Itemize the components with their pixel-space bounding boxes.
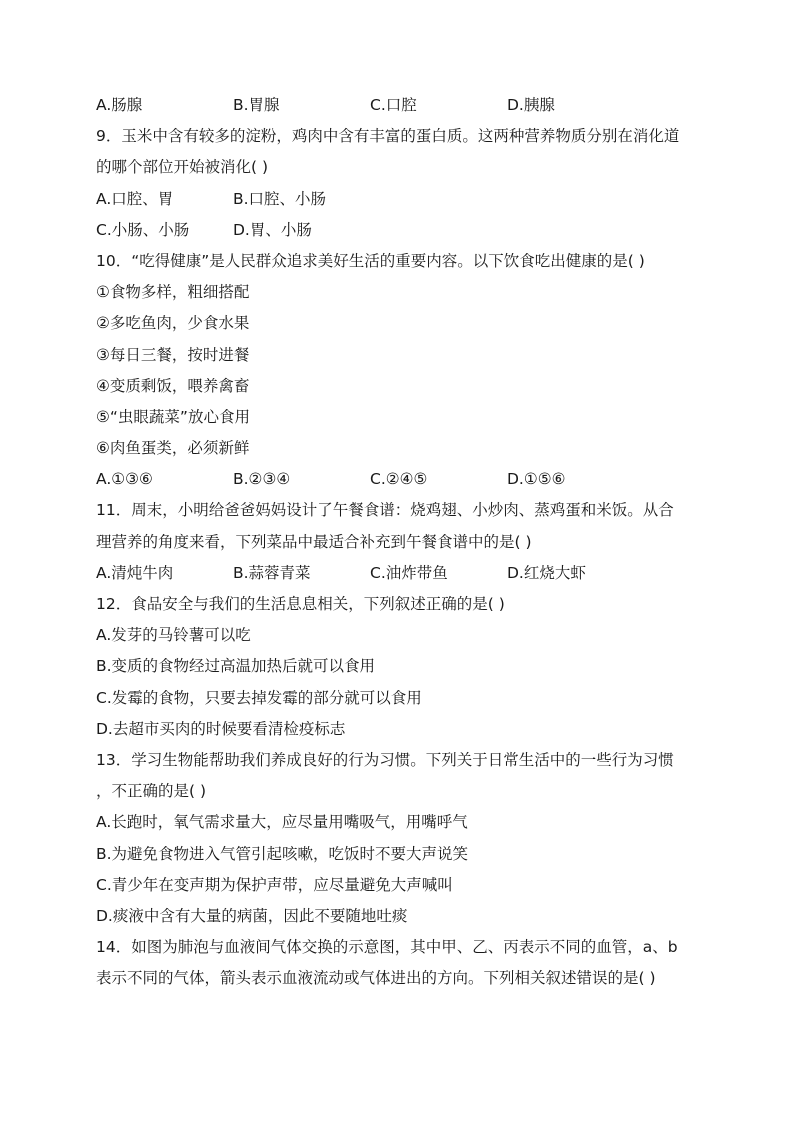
- q12-option-b: B.变质的食物经过高温加热后就可以食用: [96, 657, 376, 676]
- q13-option-d: D.痰液中含有大量的病菌，因此不要随地吐痰: [96, 906, 408, 925]
- q11-stem-line2: 理营养的角度来看，下列菜品中最适合补充到午餐食谱中的是( ): [96, 532, 532, 551]
- q8-options: [96, 90, 706, 121]
- q10-option-d: D.①⑤⑥: [507, 470, 566, 489]
- q10-item-6: ⑥肉鱼蛋类，必须新鲜: [96, 439, 250, 458]
- q12-option-a: A.发芽的马铃薯可以吃: [96, 626, 251, 645]
- q9-option-a: A.口腔、胃: [96, 189, 174, 208]
- q10-item-2: ②多吃鱼肉，少食水果: [96, 314, 250, 333]
- q11-options: [96, 558, 706, 589]
- q10-option-c: C.②④⑤: [370, 470, 428, 489]
- q11-option-b: B.蒜蓉青菜: [233, 563, 311, 582]
- q8-option-d: D.胰腺: [507, 96, 555, 114]
- q10-item-4: ④变质剩饭，喂养禽畜: [96, 376, 250, 395]
- q9-stem-line2: 的哪个部位开始被消化( ): [96, 158, 269, 177]
- q10-item-3: ③每日三餐，按时进餐: [96, 345, 250, 364]
- q12-option-c: C.发霉的食物，只要去掉发霉的部分就可以食用: [96, 688, 422, 707]
- q11-option-c: C.油炸带鱼: [370, 563, 448, 582]
- q12-option-d: D.去超市买肉的时候要看清检疫标志: [96, 719, 346, 738]
- q13-option-a: A.长跑时，氧气需求量大，应尽量用嘴吸气，用嘴呼气: [96, 813, 468, 832]
- q14-stem-line2: 表示不同的气体，箭头表示血液流动或气体进出的方向。下列相关叙述错误的是( ): [96, 969, 656, 988]
- q13-stem-line2: ，不正确的是( ): [96, 782, 207, 801]
- q10-options: [96, 464, 706, 495]
- q13-option-b: B.为避免食物进入气管引起咳嗽，吃饭时不要大声说笑: [96, 844, 469, 863]
- q11-option-a: A.清炖牛肉: [96, 563, 174, 582]
- q9-options-row1: [96, 184, 706, 215]
- q9-option-b: B.口腔、小肠: [233, 189, 327, 208]
- q10-item-1: ①食物多样，粗细搭配: [96, 283, 250, 302]
- exam-page: [96, 90, 706, 994]
- q10-option-a: A.①③⑥: [96, 470, 153, 489]
- q11-stem-line1: 11．周末，小明给爸爸妈妈设计了午餐食谱：烧鸡翅、小炒肉、蒸鸡蛋和米饭。从合: [96, 501, 674, 520]
- q14-stem-line1: 14．如图为肺泡与血液间气体交换的示意图，其中甲、乙、丙表示不同的血管，a、b: [96, 938, 678, 957]
- q10-item-5: ⑤“虫眼蔬菜”放心食用: [96, 407, 250, 426]
- q9-option-c: C.小肠、小肠: [96, 220, 190, 239]
- q13-stem-line1: 13．学习生物能帮助我们养成良好的行为习惯。下列关于日常生活中的一些行为习惯: [96, 750, 674, 769]
- q12-stem: 12．食品安全与我们的生活息息相关，下列叙述正确的是( ): [96, 595, 505, 613]
- q10-option-b: B.②③④: [233, 470, 291, 489]
- q8-option-b: B.胃腺: [233, 96, 280, 114]
- q11-option-d: D.红烧大虾: [507, 563, 586, 582]
- q8-option-c: C.口腔: [370, 96, 417, 114]
- q9-stem-line1: 9．玉米中含有较多的淀粉，鸡肉中含有丰富的蛋白质。这两种营养物质分别在消化道: [96, 127, 680, 146]
- q8-option-a: A.肠腺: [96, 96, 143, 114]
- q10-stem: 10．“吃得健康”是人民群众追求美好生活的重要内容。以下饮食吃出健康的是( ): [96, 251, 645, 270]
- q9-options-row2: [96, 215, 706, 246]
- q13-option-c: C.青少年在变声期为保护声带，应尽量避免大声喊叫: [96, 875, 453, 894]
- q9-option-d: D.胃、小肠: [233, 220, 312, 239]
